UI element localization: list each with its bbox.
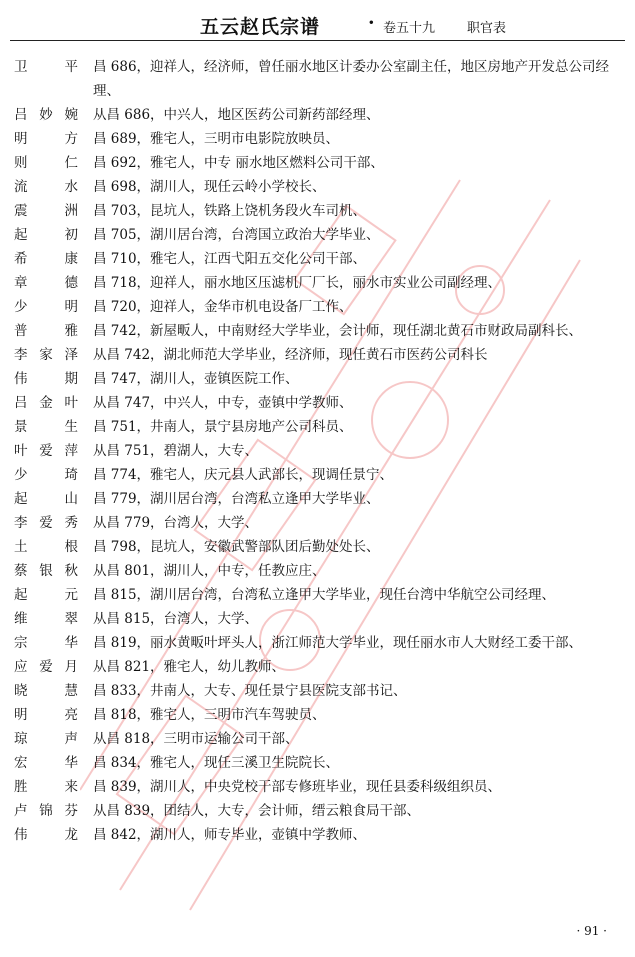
entry-text: 从昌 818，三明市运输公司干部、 [93,731,299,747]
entry-text: 昌 833，井南人，大专、现任景宁县医院支部书记、 [93,683,407,699]
list-item [14,247,624,271]
entry-text: 昌 751，井南人，景宁县房地产公司科员、 [93,419,353,435]
list-item [14,583,624,607]
list-item [14,391,624,415]
entry-text: 昌 692，雅宅人，中专 丽水地区燃料公司干部、 [93,155,384,171]
list-item [14,127,624,151]
page-number: · 91 · [576,924,607,938]
entry-name: 宏华 [14,755,78,771]
entry-text: 昌 747，湖川人，壶镇医院工作、 [93,371,299,387]
entry-text: 昌 839，湖川人，中央党校干部专修班毕业，现任县委科级组织员、 [93,779,502,795]
entry-name: 维翠 [14,611,78,627]
entry-text: 昌 779，湖川居台湾，台湾私立逢甲大学毕业、 [93,491,380,507]
entry-text: 从昌 747，中兴人，中专，壶镇中学教师、 [93,395,353,411]
list-item [14,103,624,127]
entry-name: 李爱秀 [14,515,78,531]
section-label: 职官表 [467,21,507,36]
list-item [14,799,624,823]
entry-name: 震洲 [14,203,78,219]
entry-name: 少明 [14,299,78,315]
list-item [14,775,624,799]
list-item [14,415,624,439]
entry-text: 昌 718，迎祥人，丽水地区压滤机厂厂长，丽水市实业公司副经理、 [93,275,502,291]
list-item [14,703,624,727]
entry-name: 章德 [14,275,78,291]
entry-text: 昌 742，新屋畈人，中南财经大学毕业，会计师，现任湖北黄石市财政局副科长、 [93,323,583,339]
book-title: 五云赵氏宗谱 [200,16,321,38]
entry-name: 吕妙婉 [14,107,78,123]
list-item [14,679,624,703]
entry-name: 卫平 [14,59,78,75]
entry-text: 从昌 821，雅宅人，幼儿教师、 [93,659,286,675]
entry-name: 明亮 [14,707,78,723]
entry-name: 宗华 [14,635,78,651]
entry-name: 普雅 [14,323,78,339]
entry-text: 从昌 751，碧湖人，大专、 [93,443,259,459]
entry-text: 昌 774，雅宅人，庆元县人武部长，现调任景宁、 [93,467,394,483]
list-item [14,727,624,751]
list-item [14,751,624,775]
entry-text: 昌 710，雅宅人，江西弋阳五交化公司干部、 [93,251,367,267]
entry-text: 昌 798，昆坑人，安徽武警部队团后勤处处长、 [93,539,380,555]
list-item [14,463,624,487]
list-item [14,511,624,535]
list-item [14,151,624,175]
list-item [14,319,624,343]
entry-text: 昌 815，湖川居台湾，台湾私立逢甲大学毕业，现任台湾中华航空公司经理、 [93,587,556,603]
list-item [14,55,624,103]
entry-text: 从昌 839，团结人，大专，会计师，缙云粮食局干部、 [93,803,421,819]
entry-name: 胜来 [14,779,78,795]
entry-text: 昌 698，湖川人，现任云岭小学校长、 [93,179,326,195]
volume-label: 卷五十九 [383,21,436,36]
entry-list [14,55,624,847]
list-item [14,271,624,295]
entry-text: 从昌 779，台湾人，大学、 [93,515,259,531]
list-item [14,823,624,847]
entry-text: 昌 818，雅宅人，三明市汽车驾驶员、 [93,707,326,723]
entry-name: 起元 [14,587,78,603]
entry-name: 希康 [14,251,78,267]
entry-text: 昌 689，雅宅人，三明市电影院放映员、 [93,131,340,147]
entry-name: 卢锦芬 [14,803,78,819]
entry-name: 吕金叶 [14,395,78,411]
list-item [14,559,624,583]
entry-name: 少琦 [14,467,78,483]
list-item [14,175,624,199]
entry-name: 伟龙 [14,827,78,843]
list-item [14,631,624,655]
list-item [14,535,624,559]
entry-name: 应爱月 [14,659,78,675]
entry-name: 流水 [14,179,78,195]
page-header [10,6,625,41]
entry-text: 昌 819，丽水黄畈叶坪头人，浙江师范大学毕业，现任丽水市人大财经工委干部、 [93,635,583,651]
entry-name: 明方 [14,131,78,147]
entry-name: 土根 [14,539,78,555]
entry-name: 蔡银秋 [14,563,78,579]
entry-text: 昌 842，湖川人，师专毕业，壶镇中学教师、 [93,827,367,843]
entry-text: 从昌 815，台湾人，大学、 [93,611,259,627]
entry-name: 则仁 [14,155,78,171]
entry-text: 从昌 686，中兴人，地区医药公司新药部经理、 [93,107,380,123]
entry-name: 景生 [14,419,78,435]
list-item [14,295,624,319]
entry-text: 昌 720，迎祥人，金华市机电设备厂工作、 [93,299,353,315]
entry-text: 昌 834，雅宅人，现任三溪卫生院院长、 [93,755,340,771]
list-item [14,607,624,631]
list-item [14,655,624,679]
entry-text: 昌 705，湖川居台湾，台湾国立政治大学毕业、 [93,227,380,243]
entry-text: 从昌 742，湖北师范大学毕业，经济师，现任黄石市医药公司科长 [93,347,488,363]
list-item [14,343,624,367]
entry-text: 昌 686，迎祥人，经济师，曾任丽水地区计委办公室副主任，地区房地产开发总公司经理、 [93,59,610,99]
entry-text: 从昌 801，湖川人，中专，任教应庄、 [93,563,326,579]
entry-name: 起山 [14,491,78,507]
entry-text: 昌 703，昆坑人，铁路上饶机务段火车司机、 [93,203,367,219]
list-item [14,199,624,223]
list-item [14,367,624,391]
entry-name: 李家泽 [14,347,78,363]
list-item [14,439,624,463]
title-separator: · [368,12,375,34]
entry-name: 晓慧 [14,683,78,699]
entry-name: 琼声 [14,731,78,747]
entry-name: 叶爱萍 [14,443,78,459]
entry-name: 起初 [14,227,78,243]
list-item [14,487,624,511]
entry-name: 伟期 [14,371,78,387]
list-item [14,223,624,247]
